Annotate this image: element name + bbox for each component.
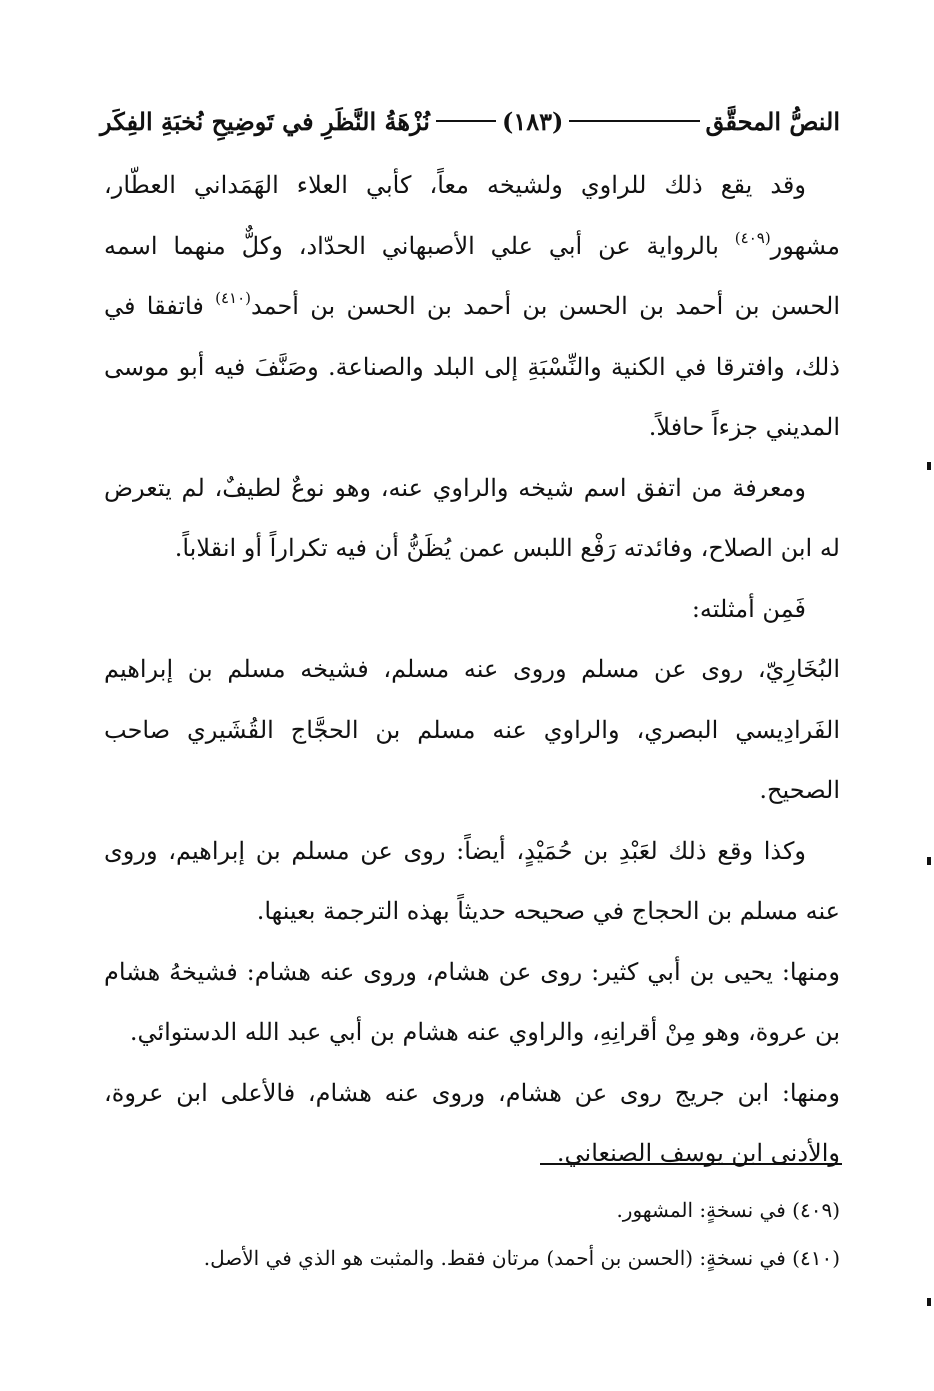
paragraph-2: ومعرفة من اتفق اسم شيخه والراوي عنه، وهو نوعٌ لطيفٌ، لم يتعرض له ابن الصلاح، وفائدته رَفْع اللبس عمن يُظَنُّ أن فيه تكراراً أو انقلاباً. [104, 473, 840, 562]
paragraph-7: ومنها: ابن جريج روى عن هشام، وروى عنه هشام، فالأعلى ابن عروة، والأدنى ابن يوسف الصنعاني. [104, 1078, 840, 1167]
paragraph-6: ومنها: يحيى بن أبي كثير: روى عن هشام، وروى عنه هشام: فشيخهُ هشام بن عروة، وهو مِنْ أقرانِهِ، والراوي عنه هشام بن أبي عبد الله الدستوائي. [104, 957, 840, 1046]
paragraph-3: فَمِن أمثلته: [691, 594, 806, 623]
header-rule-right [569, 120, 699, 122]
header-rule-left [436, 120, 496, 122]
footnote-ref-410: (٤١٠) [215, 289, 251, 307]
margin-mark [927, 857, 931, 865]
running-header [100, 96, 840, 146]
page-number: (١٨٣) [501, 106, 564, 136]
main-text [104, 155, 840, 1184]
footnote-409: (٤٠٩) في نسخةٍ: المشهور. [616, 1198, 840, 1222]
header-section-title: النصُّ المحقَّق [705, 106, 840, 136]
margin-mark [927, 462, 931, 470]
margin-mark [927, 1298, 931, 1306]
footnote-410: (٤١٠) في نسخةٍ: (الحسن بن أحمد) مرتان فقط. والمثبت هو الذي في الأصل. [203, 1246, 840, 1270]
footnote-separator [540, 1163, 842, 1165]
header-book-title: نُزْهَةُ النَّظَرِ في تَوضِيحِ نُخبَةِ الفِكَر [100, 106, 430, 136]
footnotes [104, 1186, 840, 1282]
paragraph-5: وكذا وقع ذلك لعَبْدِ بن حُمَيْدٍ، أيضاً: روى عن مسلم بن إبراهيم، وروى عنه مسلم بن الحجاج في صحيحه حديثاً بهذه الترجمة بعينها. [104, 836, 840, 925]
paragraph-1: وقد يقع ذلك للراوي ولشيخه معاً، كأبي العلاء الهَمَداني العطّار، مشهور$^{(٤٠٩)}$ بالرواية عن أبي علي الأصبهاني الحدّاد، وكلٌّ منهما اسمه الحسن بن أحمد بن الحسن بن أحمد بن الحسن بن أحمد$^{(٤١٠)}$ فاتفقا في ذلك، وافترقا في الكنية والنِّسْبَةِ إلى البلد والصناعة. وصَنَّفَ فيه أبو موسى المديني جزءاً حافلاً. [104, 171, 840, 441]
paragraph-4: البُخَارِيّ، روى عن مسلم وروى عنه مسلم، فشيخه مسلم بن إبراهيم الفَرادِيسي البصري، والراوي عنه مسلم بن الحجَّاج القُشَيري صاحب الصحيح. [104, 655, 840, 804]
footnote-ref-409: (٤٠٩) [734, 228, 771, 247]
